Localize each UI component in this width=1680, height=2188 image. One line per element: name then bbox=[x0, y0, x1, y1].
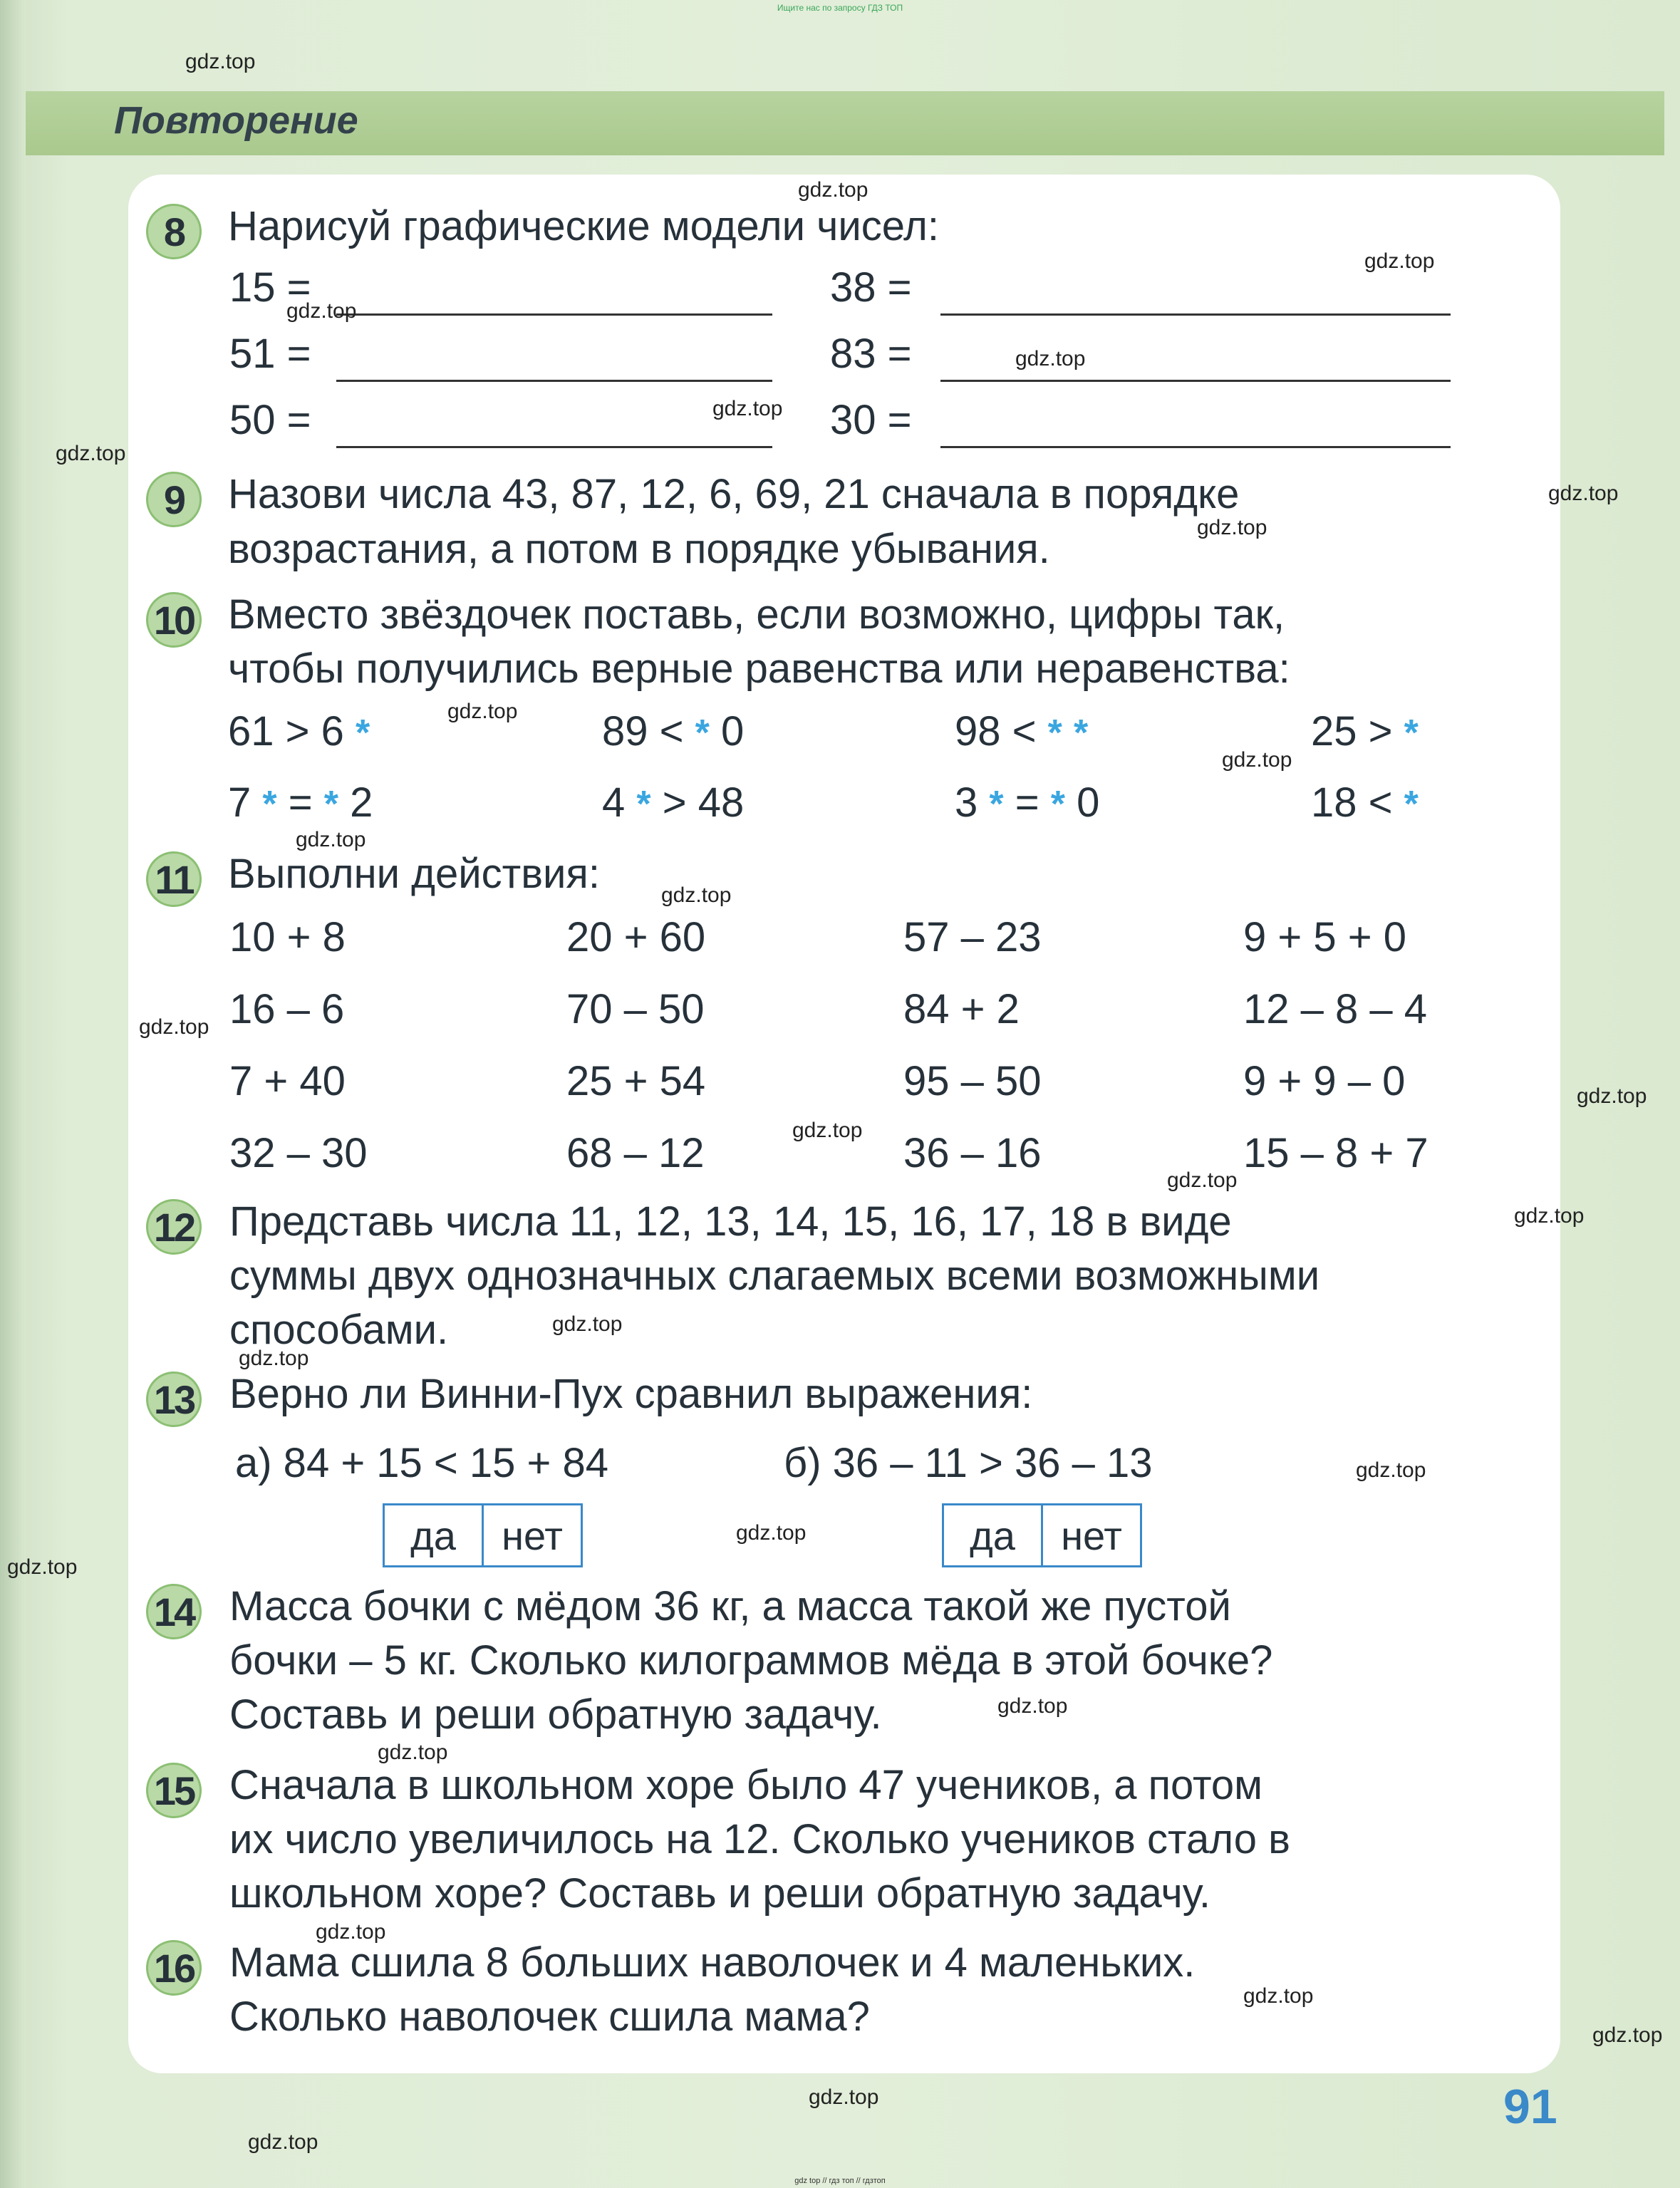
no-option[interactable]: нет bbox=[482, 1505, 581, 1565]
task-11-badge: 11 bbox=[146, 851, 202, 907]
comparison-a: а) 84 + 15 < 15 + 84 bbox=[235, 1440, 609, 1486]
book-spine-shadow bbox=[0, 0, 26, 2188]
yes-option[interactable]: да bbox=[410, 1513, 456, 1558]
watermark: gdz.top bbox=[1167, 1168, 1238, 1192]
watermark: gdz.top bbox=[1243, 1984, 1314, 2008]
task-15-line: школьном хоре? Составь и реши обратную задачу. bbox=[229, 1870, 1211, 1917]
watermark: gdz.top bbox=[661, 883, 732, 907]
inequality-item: 18 < * bbox=[1311, 779, 1419, 826]
task-16-badge: 16 bbox=[146, 1940, 202, 1996]
star-icon[interactable]: * bbox=[1404, 784, 1419, 825]
task-8-item: 30 = bbox=[830, 397, 912, 443]
task-11-text: Выполни действия: bbox=[228, 851, 600, 897]
expression: 20 + 60 bbox=[566, 914, 706, 960]
watermark: gdz.top bbox=[248, 2130, 318, 2154]
yes-option[interactable]: да bbox=[970, 1513, 1015, 1558]
answer-line[interactable] bbox=[336, 313, 772, 316]
expression: 36 – 16 bbox=[903, 1130, 1042, 1176]
watermark: gdz.top bbox=[56, 442, 126, 465]
section-title: Повторение bbox=[114, 99, 358, 142]
task-12-line: способами. bbox=[229, 1307, 449, 1353]
task-8-item: 38 = bbox=[830, 264, 912, 311]
task-8-item: 50 = bbox=[229, 397, 311, 443]
inequality-item: 4 * > 48 bbox=[602, 779, 745, 826]
task-14-badge: 14 bbox=[146, 1584, 202, 1639]
star-icon[interactable]: * bbox=[989, 784, 1004, 825]
task-8-item: 15 = bbox=[229, 264, 311, 311]
inequality-item: 98 < * * bbox=[955, 708, 1089, 755]
watermark: gdz.top bbox=[1514, 1204, 1585, 1228]
watermark: gdz.top bbox=[7, 1555, 78, 1579]
task-9-badge: 9 bbox=[146, 472, 202, 527]
expression: 57 – 23 bbox=[903, 914, 1042, 960]
watermark: gdz.top bbox=[997, 1694, 1068, 1718]
answer-choice-a bbox=[383, 1503, 583, 1567]
expression: 25 + 54 bbox=[566, 1058, 706, 1104]
watermark: gdz.top bbox=[1577, 1084, 1647, 1108]
top-search-note[interactable]: Ищите нас по запросу ГДЗ ТОП bbox=[777, 3, 903, 13]
expression: 9 + 9 – 0 bbox=[1243, 1058, 1406, 1104]
answer-line[interactable] bbox=[940, 446, 1451, 448]
watermark: gdz.top bbox=[798, 178, 868, 202]
watermark: gdz.top bbox=[1592, 2023, 1663, 2047]
task-12-line: суммы двух однозначных слагаемых всеми возможными bbox=[229, 1253, 1320, 1299]
watermark: gdz.top bbox=[1197, 516, 1267, 539]
expression: 70 – 50 bbox=[566, 986, 705, 1032]
star-icon[interactable]: * bbox=[1047, 712, 1062, 754]
inequality-item: 61 > 6 * bbox=[228, 708, 370, 755]
expression: 84 + 2 bbox=[903, 986, 1020, 1032]
star-icon[interactable]: * bbox=[1404, 712, 1419, 754]
task-10-badge: 10 bbox=[146, 592, 202, 648]
task-14-line: Составь и реши обратную задачу. bbox=[229, 1691, 882, 1738]
task-14-line: Масса бочки с мёдом 36 кг, а масса такой же пустой bbox=[229, 1583, 1231, 1629]
watermark: gdz.top bbox=[792, 1119, 863, 1142]
expression: 12 – 8 – 4 bbox=[1243, 986, 1427, 1032]
task-13-badge: 13 bbox=[146, 1372, 202, 1427]
no-option[interactable]: нет bbox=[1041, 1505, 1140, 1565]
watermark: gdz.top bbox=[736, 1521, 807, 1545]
star-icon[interactable]: * bbox=[323, 784, 339, 825]
star-icon[interactable]: * bbox=[262, 784, 277, 825]
expression: 95 – 50 bbox=[903, 1058, 1042, 1104]
answer-line[interactable] bbox=[940, 313, 1451, 316]
watermark: gdz.top bbox=[1222, 748, 1292, 772]
watermark: gdz.top bbox=[1548, 482, 1619, 505]
task-15-line: их число увеличилось на 12. Сколько учеников стало в bbox=[229, 1816, 1290, 1862]
watermark: gdz.top bbox=[239, 1347, 309, 1370]
star-icon[interactable]: * bbox=[695, 712, 710, 754]
task-10-line: Вместо звёздочек поставь, если возможно, цифры так, bbox=[228, 591, 1285, 638]
task-9-line: Назови числа 43, 87, 12, 6, 69, 21 сначала в порядке bbox=[228, 471, 1240, 517]
watermark: gdz.top bbox=[286, 299, 357, 323]
task-16-line: Сколько наволочек сшила мама? bbox=[229, 1993, 870, 2040]
inequality-item: 89 < * 0 bbox=[602, 708, 745, 755]
watermark: gdz.top bbox=[139, 1015, 209, 1039]
task-16-line: Мама сшила 8 больших наволочек и 4 маленьких. bbox=[229, 1939, 1196, 1986]
answer-line[interactable] bbox=[940, 380, 1451, 382]
task-8-item: 51 = bbox=[229, 331, 311, 377]
star-icon[interactable]: * bbox=[1074, 712, 1089, 754]
answer-line[interactable] bbox=[336, 380, 772, 382]
watermark: gdz.top bbox=[316, 1920, 386, 1944]
watermark: gdz.top bbox=[447, 700, 518, 723]
task-13-text: Верно ли Винни-Пух сравнил выражения: bbox=[229, 1371, 1033, 1417]
watermark: gdz.top bbox=[1015, 347, 1086, 370]
answer-choice-b bbox=[942, 1503, 1142, 1567]
task-8-text: Нарисуй графические модели чисел: bbox=[228, 203, 940, 249]
watermark: gdz.top bbox=[1364, 249, 1435, 273]
task-8-badge: 8 bbox=[146, 204, 202, 259]
bottom-note: gdz top // гдз топ // гдзтоп bbox=[794, 2177, 886, 2185]
inequality-item: 25 > * bbox=[1311, 708, 1419, 755]
equality-item: 3 * = * 0 bbox=[955, 779, 1100, 826]
answer-line[interactable] bbox=[336, 446, 772, 448]
expression: 10 + 8 bbox=[229, 914, 346, 960]
page-number: 91 bbox=[1503, 2080, 1557, 2134]
watermark: gdz.top bbox=[809, 2085, 879, 2109]
watermark: gdz.top bbox=[185, 50, 256, 73]
task-12-line: Представь числа 11, 12, 13, 14, 15, 16, 17, 18 в виде bbox=[229, 1198, 1232, 1245]
watermark: gdz.top bbox=[378, 1741, 448, 1764]
task-15-badge: 15 bbox=[146, 1763, 202, 1818]
task-14-line: бочки – 5 кг. Сколько килограммов мёда в этой бочке? bbox=[229, 1637, 1273, 1684]
watermark: gdz.top bbox=[712, 397, 783, 420]
expression: 68 – 12 bbox=[566, 1130, 705, 1176]
star-icon[interactable]: * bbox=[636, 784, 651, 825]
task-8-item: 83 = bbox=[830, 331, 912, 377]
task-12-badge: 12 bbox=[146, 1199, 202, 1255]
star-icon[interactable]: * bbox=[1050, 784, 1066, 825]
task-9-line: возрастания, а потом в порядке убывания. bbox=[228, 526, 1050, 572]
task-10-line: чтобы получились верные равенства или неравенства: bbox=[228, 645, 1290, 692]
star-icon[interactable]: * bbox=[356, 712, 370, 754]
equality-item: 7 * = * 2 bbox=[228, 779, 373, 826]
comparison-b: б) 36 – 11 > 36 – 13 bbox=[784, 1440, 1153, 1486]
expression: 7 + 40 bbox=[229, 1058, 346, 1104]
watermark: gdz.top bbox=[296, 828, 366, 851]
expression: 9 + 5 + 0 bbox=[1243, 914, 1406, 960]
expression: 32 – 30 bbox=[229, 1130, 368, 1176]
watermark: gdz.top bbox=[1356, 1458, 1426, 1482]
watermark: gdz.top bbox=[552, 1312, 623, 1336]
expression: 16 – 6 bbox=[229, 986, 345, 1032]
expression: 15 – 8 + 7 bbox=[1243, 1130, 1428, 1176]
task-15-line: Сначала в школьном хоре было 47 учеников, а потом bbox=[229, 1762, 1263, 1808]
